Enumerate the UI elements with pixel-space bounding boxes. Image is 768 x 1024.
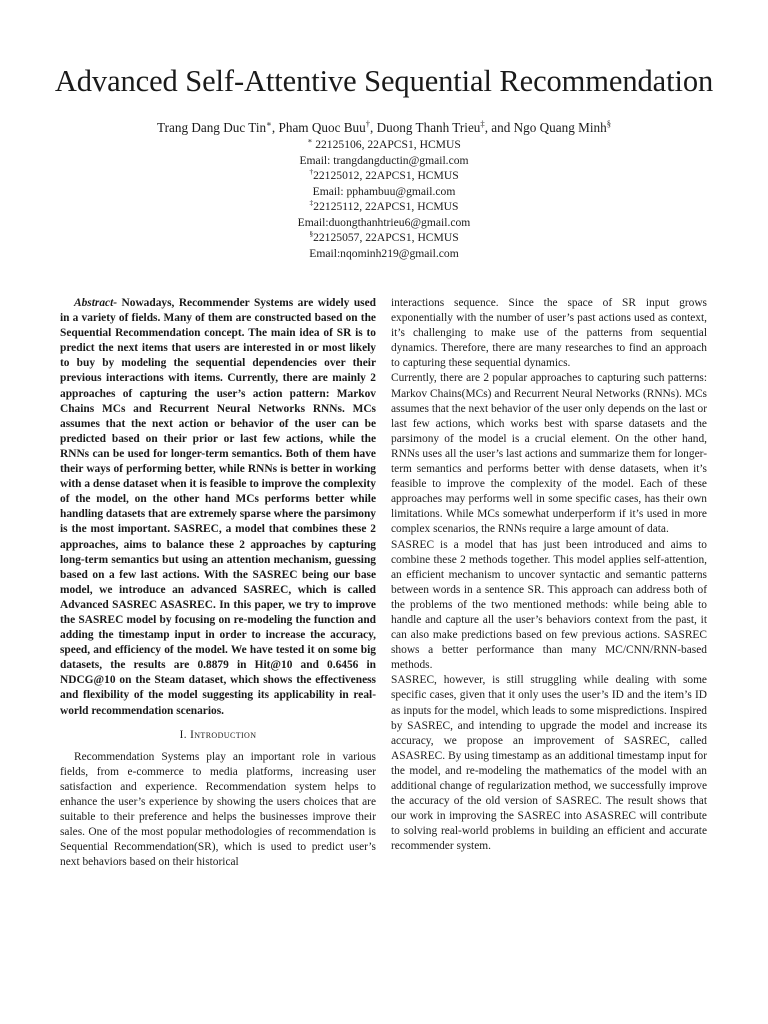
author-name: Duong Thanh Trieu <box>376 120 481 135</box>
affiliation-mark: ‡ <box>309 198 314 208</box>
affiliation-line <box>0 199 768 215</box>
affiliation-email: Email: trangdangductin@gmail.com <box>299 153 469 167</box>
author-mark: § <box>606 118 611 129</box>
author-name: Trang Dang Duc Tin <box>157 120 267 135</box>
paper-title: Advanced Self-Attentive Sequential Recommendation <box>54 64 714 98</box>
affiliation-mark: ∗ <box>307 136 313 146</box>
affiliation-email: Email:duongthanhtrieu6@gmail.com <box>297 215 471 229</box>
section-heading-introduction <box>60 728 376 743</box>
affiliation-line <box>0 168 768 184</box>
affiliation-mark: † <box>309 167 314 177</box>
affiliation-id: 22125112, 22APCS1, HCMUS <box>313 200 459 213</box>
author-mark: † <box>365 118 370 129</box>
body-paragraph: Currently, there are 2 popular approaches to capturing such patterns: Markov Chains(MCs) and Recurrent Neural Networks (RNNs). MCs assumes that the next behavior of the user only depends on the last or last few actions, which works best with sparse datasets and the parsimony of the model is a crucial element. On the other hand, RNNs uses all the user’s last actions and summarize them for longer-term semantics and performs better with dense datasets, when it’s feasible to improve the complexity of the model. Each of these approaches may performs well in some specific cases, has their own limitations. While MCs somewhat underperform if it’s used in more complex scenarios, the RNNs require a large amount of data. <box>391 372 708 536</box>
right-column <box>391 296 707 854</box>
body-paragraph: interactions sequence. Since the space of SR input grows exponentially with the number of user’s past actions used as context, it’s challenging to make use of the patterns from sequential dynamics. Therefore, there are many researches to find an approach to capturing these sequential dynamics. <box>391 297 707 370</box>
affiliation-id: 22125057, 22APCS1, HCMUS <box>313 231 459 244</box>
author-name: Ngo Quang Minh <box>513 120 607 135</box>
body-paragraph: SASREC is a model that has just been introduced and aims to combine these 2 methods together. This model applies self-attention, an efficient mechanism to uncover syntactic and semantic patterns between words in a sentence SR. This approach can address both of the problems of the two mentioned methods: while being able to handle and capture all the user’s behaviors context from the past, it can also make predictions based on few previous actions. SASREC shows a better performance than many MC/CNN/RNN-based methods. <box>391 538 707 672</box>
affiliation-email: Email: pphambuu@gmail.com <box>312 184 456 198</box>
author-mark: ‡ <box>480 118 485 129</box>
affiliation-id: 22125012, 22APCS1, HCMUS <box>313 169 459 182</box>
affiliation-email: Email:nqominh219@gmail.com <box>309 246 459 260</box>
abstract <box>60 296 376 719</box>
author-separator: , and <box>484 120 514 135</box>
author-separator: , <box>271 120 279 135</box>
affiliation-line <box>0 230 768 246</box>
left-column <box>60 296 376 870</box>
author-separator: , <box>370 120 377 135</box>
affiliation-mark: § <box>309 229 314 239</box>
body-paragraph: SASREC, however, is still struggling while dealing with some specific cases, given that it only uses the user’s ID and the item’s ID as inputs for the model, which leads to some mispredictions. Inspired by SASREC, and intending to upgrade the model and increase its accuracy, we propose an improvement of SASREC, called ASASREC. By using timestamp as an additional timestamp input for the model, and re-modeling the mathematics of the model with an additional change of regularization method, we successfully improve the accuracy of the old version of SASREC. The result shows that our work in improving the SASREC into ASASREC will contribute to solving real-world problems in building an efficient and accurate recommender system. <box>391 674 707 853</box>
abstract-lead: Abstract- <box>74 297 118 309</box>
affiliation-block <box>0 137 768 261</box>
intro-paragraph: Recommendation Systems play an important role in various fields, from e-commerce to media platforms, increasing user satisfaction and experience. Recommendation system helps to enhance the user’s experience by showing the users choices that are suitable to their preference and helps the businesses improve their sales. One of the most popular methodologies of recommendation is Sequential Recommendation(SR), which is used to predict user’s next behaviors based on their historical <box>60 750 376 869</box>
author-name: Pham Quoc Buu <box>278 120 366 135</box>
author-mark: ∗ <box>266 118 272 129</box>
affiliation-id: 22125106, 22APCS1, HCMUS <box>312 138 461 151</box>
section-numeral: I. <box>179 728 187 741</box>
author-list <box>0 120 768 136</box>
abstract-text: Nowadays, Recommender Systems are widely used in a variety of fields. Many of them are constructed based on the Sequential Recommendation concept. The main idea of SR is to predict the next items that users are interested in or most likely to buy by modeling the sequential dependencies over their previous interactions with items. Currently, there are mainly 2 approaches of capturing the user’s action pattern: Markov Chains MCs and Recurrent Neural Networks RNNs. MCs assumes that the next action or behavior of the user can be predicted based on their prior or last few actions, while the RNNs can be used for longer-term semantics. Both of them have their ways of performing better, while RNNs is better in working with a dense dataset when it is feasible to improve the complexity of the model, on the other hand MCs performs better while handling datasets that are extremely sparse where the parsimony is the most important. SASREC, a model that combines these 2 approaches, aims to balance these 2 approaches by capturing long-term semantics but using an attention mechanism, guessing based on a few last actions. With the SASREC being our base model, we introduce an advanced SASREC, which is called Advanced SASREC ASASREC. In this paper, we try to improve the SASREC model by focusing on re-modeling the function and adding the timestamp input in order to increase the accuracy, speed, and efficiency of the model. We have tested it on some big datasets, the results are 0.8879 in Hit@10 and 0.6456 in NDCG@10 on the Steam dataset, which shows the effectiveness and flexibility of the model suggesting its applicability in real-world recommendation scenarios. <box>60 297 376 717</box>
affiliation-line <box>0 137 768 153</box>
section-title: Introduction <box>190 728 257 741</box>
